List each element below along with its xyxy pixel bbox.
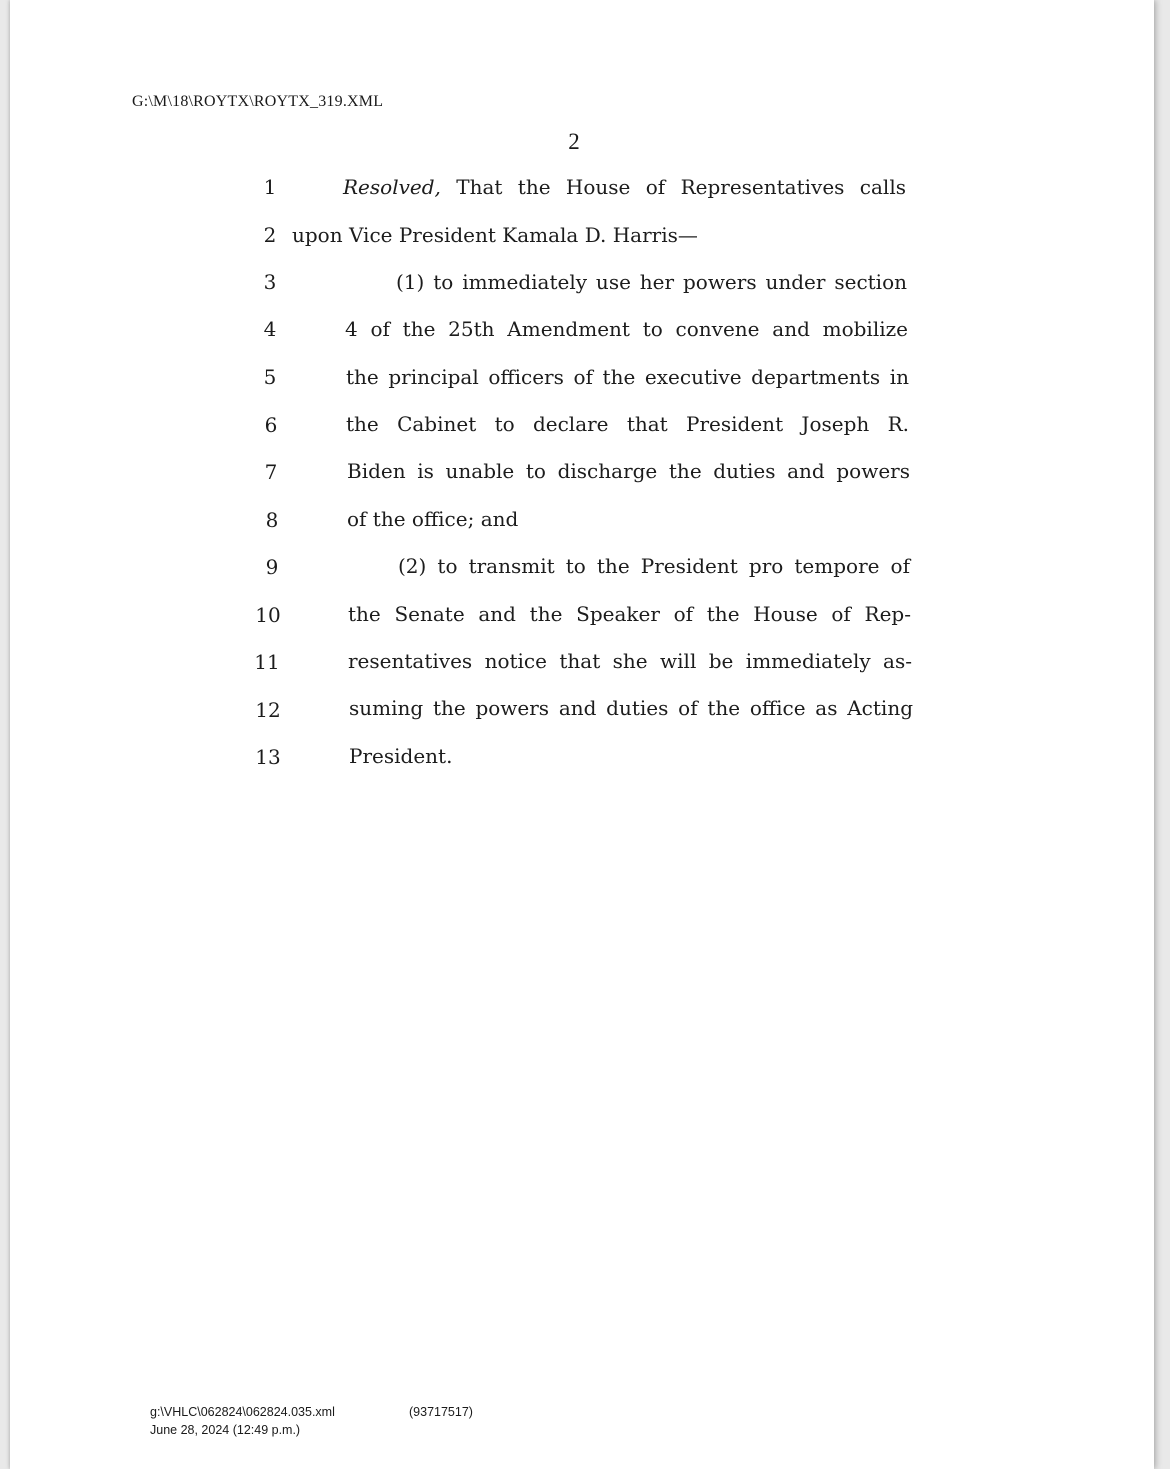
- resolution-line: (1) to immediately use her powers under section: [396, 270, 907, 294]
- line-number: 2: [263, 223, 277, 247]
- resolution-line: 4 of the 25th Amendment to convene and mobilize: [345, 317, 908, 341]
- resolution-line: of the office; and: [347, 507, 519, 531]
- footer-timestamp: June 28, 2024 (12:49 p.m.): [150, 1423, 301, 1437]
- resolution-line: upon Vice President Kamala D. Harris—: [292, 223, 698, 247]
- footer-doc-id: (93717517): [409, 1405, 473, 1419]
- resolution-line: the Senate and the Speaker of the House of Rep-: [348, 602, 911, 626]
- line-number: 4: [263, 317, 277, 341]
- line-number: 8: [265, 508, 279, 532]
- resolution-line: Biden is unable to discharge the duties and powers: [347, 459, 910, 483]
- line-number: 9: [265, 555, 279, 579]
- line-number: 5: [263, 365, 277, 389]
- line-number: 10: [255, 603, 281, 627]
- resolution-line: resentatives notice that she will be immediately as-: [348, 649, 912, 673]
- footer-file-path: g:\VHLC\062824\062824.035.xml: [150, 1405, 335, 1419]
- resolution-line: the Cabinet to declare that President Joseph R.: [346, 412, 909, 436]
- resolution-line: [343, 172, 906, 202]
- resolution-line: (2) to transmit to the President pro tempore of: [398, 554, 910, 578]
- line-text: That the House of Representatives calls: [440, 175, 906, 199]
- line-number: 11: [254, 650, 280, 674]
- resolution-line: President.: [349, 744, 453, 768]
- line-number: 7: [264, 460, 278, 484]
- line-number: 1: [263, 175, 277, 199]
- line-number: 6: [264, 413, 278, 437]
- resolved-lead: Resolved,: [343, 175, 441, 199]
- document-page: [10, 0, 1154, 1469]
- line-number: 13: [255, 745, 281, 769]
- page-number: 2: [568, 129, 580, 154]
- line-number: 3: [263, 270, 277, 294]
- line-number: 12: [255, 698, 281, 722]
- resolution-line: suming the powers and duties of the office as Acting: [349, 696, 913, 720]
- header-file-path: G:\M\18\ROYTX\ROYTX_319.XML: [132, 93, 384, 110]
- resolution-line: the principal officers of the executive departments in: [346, 365, 909, 389]
